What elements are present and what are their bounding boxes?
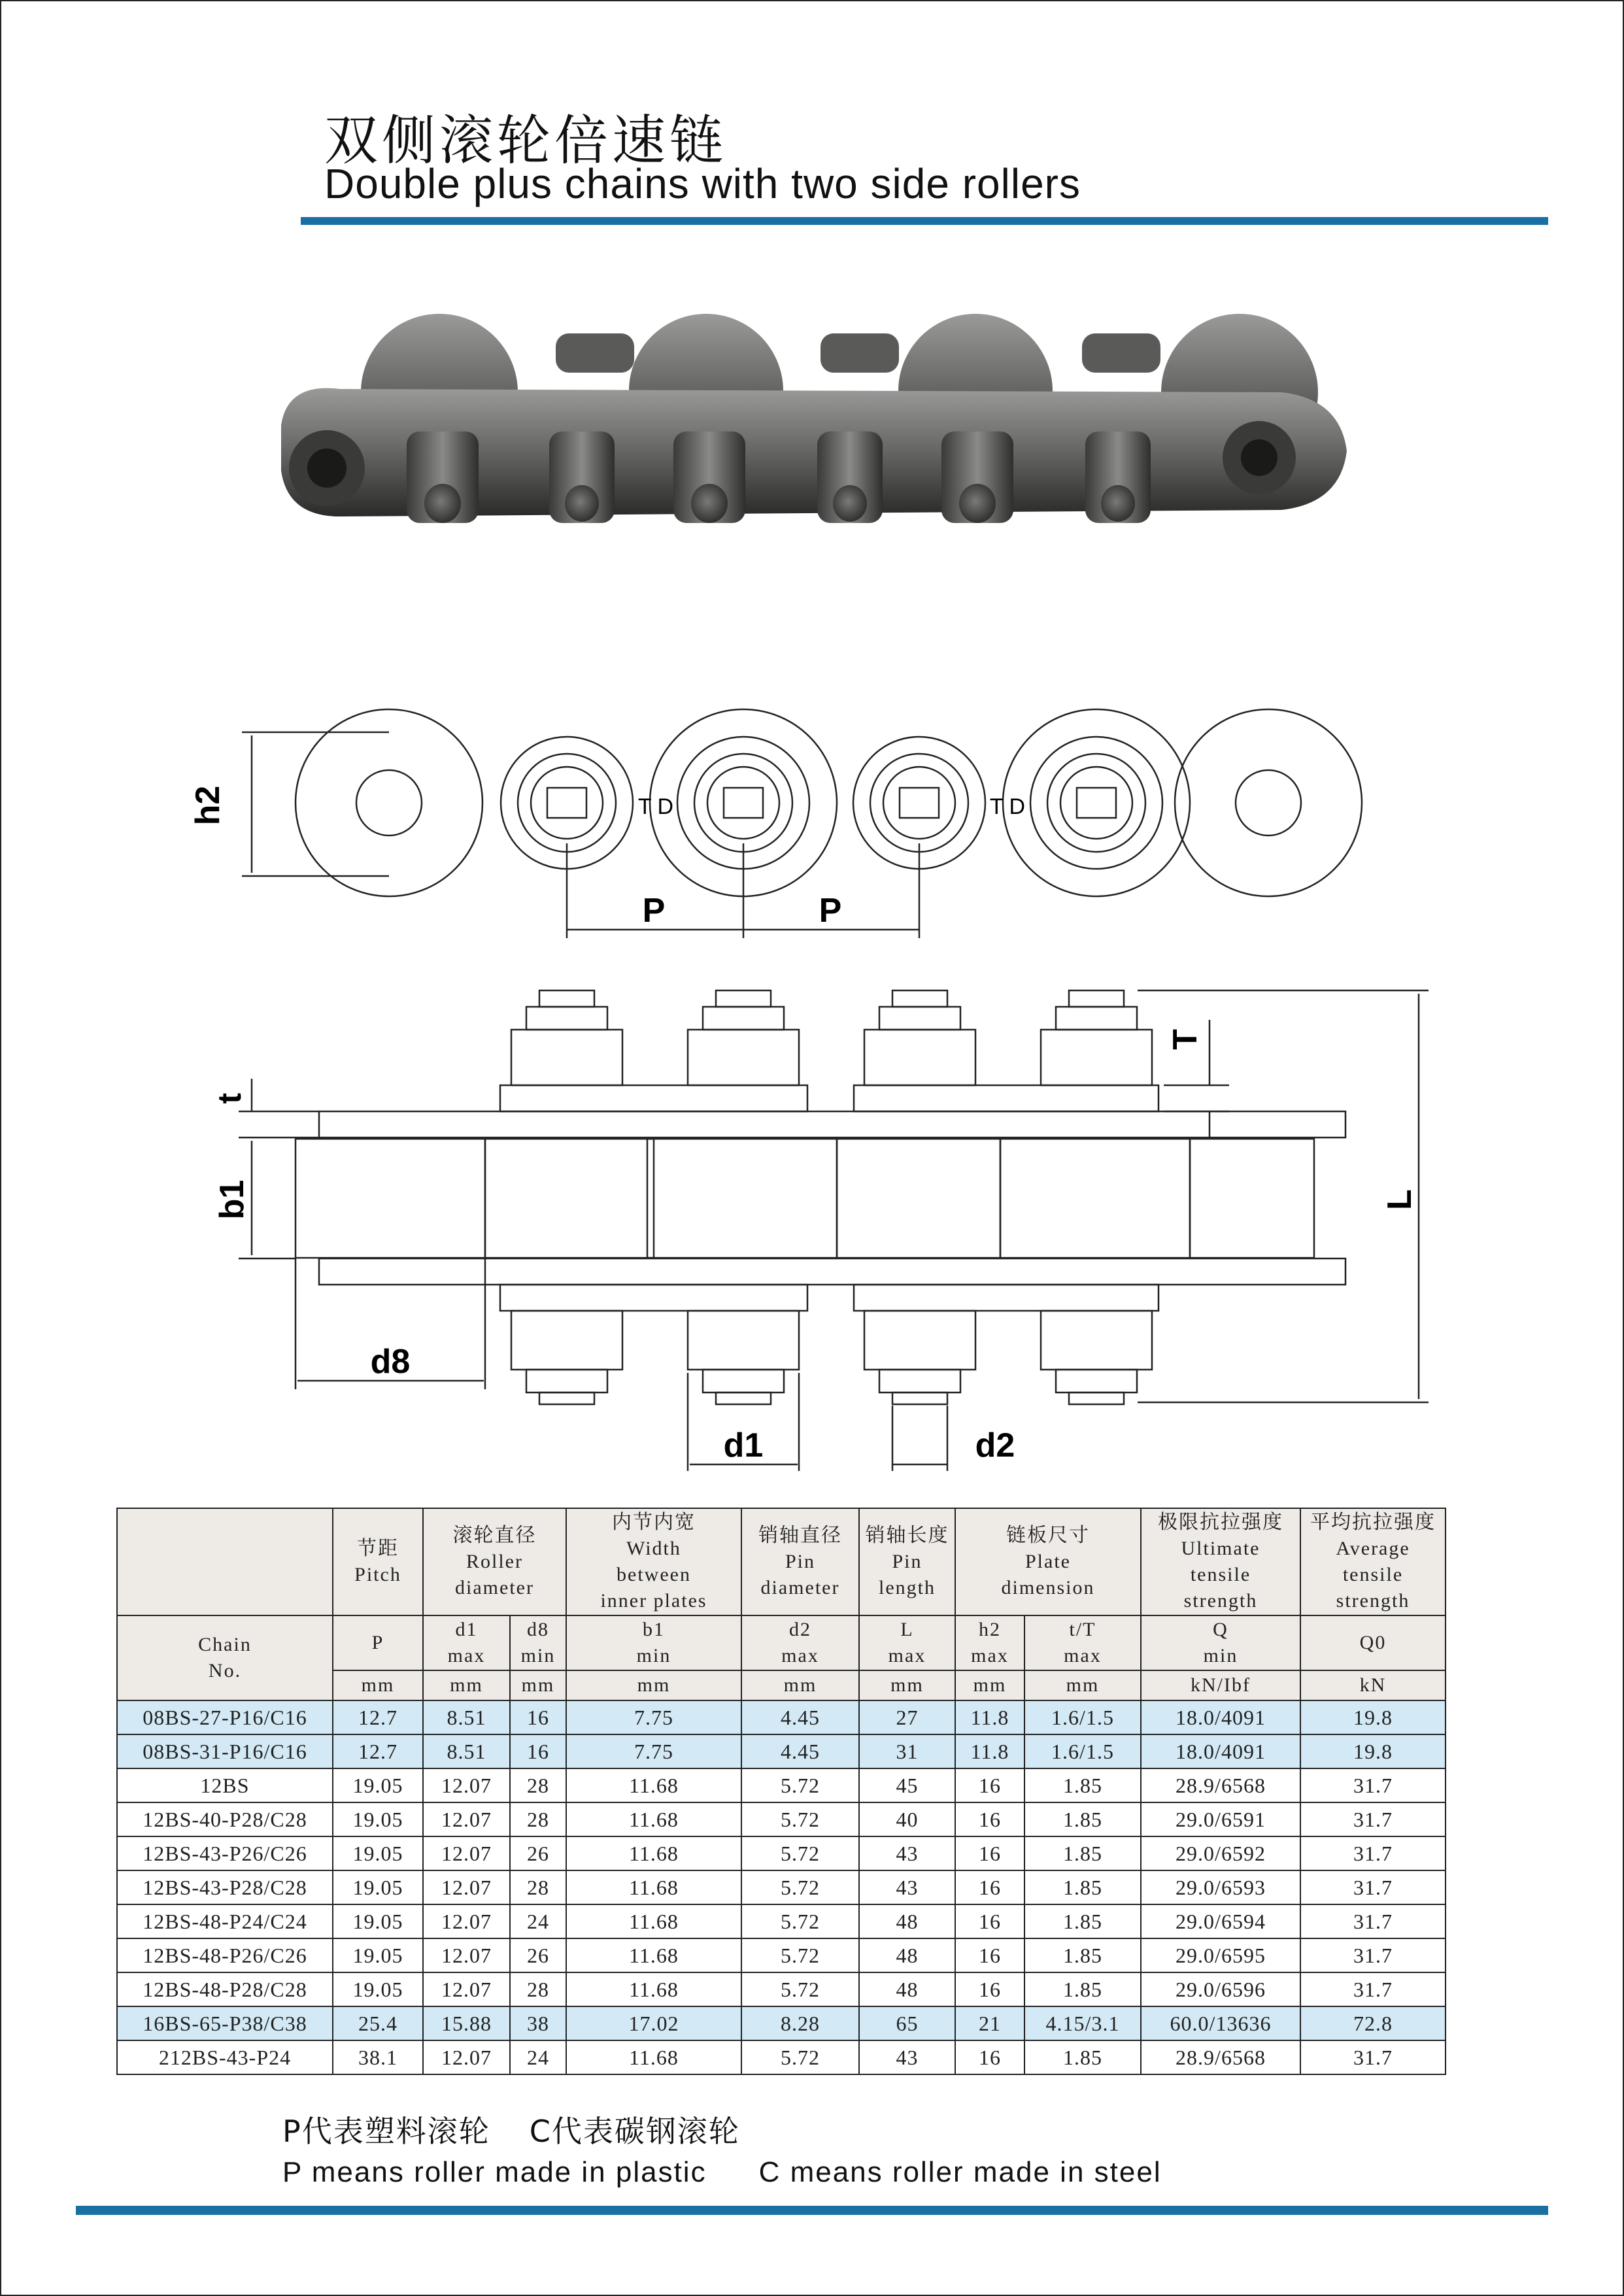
table-cell: 24 — [510, 1904, 566, 1938]
label-td-2: T D — [989, 794, 1026, 819]
table-cell: 27 — [859, 1700, 955, 1734]
table-cell: 8.51 — [423, 1700, 510, 1734]
label-d8: d8 — [370, 1343, 411, 1381]
table-cell: 40 — [859, 1802, 955, 1836]
label-d1: d1 — [723, 1427, 764, 1464]
unit-cell: kN/Ibf — [1141, 1670, 1300, 1700]
header-chain-no: Chain No. — [117, 1615, 333, 1700]
table-cell: 1.6/1.5 — [1024, 1700, 1141, 1734]
table-cell: 1.85 — [1024, 1768, 1141, 1802]
top-view-drawing — [239, 990, 1429, 1471]
header-pitch: 节距 Pitch — [333, 1508, 423, 1615]
header-blank — [117, 1508, 333, 1615]
table-cell: 28.9/6568 — [1141, 1768, 1300, 1802]
table-cell: 1.85 — [1024, 2040, 1141, 2074]
title-english: Double plus chains with two side rollers — [324, 160, 1081, 207]
table-cell: 19.05 — [333, 1768, 423, 1802]
note-chinese — [282, 2108, 740, 2151]
table-cell: 65 — [859, 2006, 955, 2040]
table-cell: 8.28 — [741, 2006, 859, 2040]
unit-cell: mm — [859, 1670, 955, 1700]
table-cell: 48 — [859, 1972, 955, 2006]
label-td-1: T D — [637, 794, 674, 819]
table-cell: 16 — [955, 1938, 1024, 1972]
unit-cell: mm — [510, 1670, 566, 1700]
table-cell: 38.1 — [333, 2040, 423, 2074]
unit-cell: mm — [741, 1670, 859, 1700]
label-pitch-2: P — [819, 892, 842, 930]
table-cell: 1.85 — [1024, 1870, 1141, 1904]
table-cell: 11.68 — [566, 1802, 741, 1836]
symbol-cell: h2 max — [955, 1615, 1024, 1670]
table-cell: 29.0/6593 — [1141, 1870, 1300, 1904]
table-cell: 26 — [510, 1938, 566, 1972]
label-b1: b1 — [213, 1179, 251, 1220]
table-cell: 1.85 — [1024, 1938, 1141, 1972]
table-cell: 43 — [859, 1836, 955, 1870]
table-cell: 31.7 — [1300, 1836, 1446, 1870]
symbol-cell: L max — [859, 1615, 955, 1670]
table-row — [117, 1938, 1446, 1972]
table-cell: 5.72 — [741, 1836, 859, 1870]
label-d2: d2 — [975, 1427, 1015, 1464]
table-cell: 19.05 — [333, 1904, 423, 1938]
table-cell: 16 — [955, 1768, 1024, 1802]
spec-table-body — [117, 1700, 1446, 2074]
unit-cell: mm — [333, 1670, 423, 1700]
table-cell: 11.8 — [955, 1734, 1024, 1768]
header-width: 内节内宽 Width between inner plates — [566, 1508, 741, 1615]
chain-no-cell: 12BS-43-P26/C26 — [117, 1836, 333, 1870]
table-cell: 18.0/4091 — [1141, 1700, 1300, 1734]
chain-no-cell: 16BS-65-P38/C38 — [117, 2006, 333, 2040]
table-cell: 28.9/6568 — [1141, 2040, 1300, 2074]
note-en-plastic: P means roller made in plastic — [282, 2156, 707, 2188]
unit-cell: mm — [566, 1670, 741, 1700]
table-cell: 5.72 — [741, 1802, 859, 1836]
table-cell: 26 — [510, 1836, 566, 1870]
table-cell: 16 — [955, 1904, 1024, 1938]
table-cell: 19.05 — [333, 1938, 423, 1972]
table-cell: 31 — [859, 1734, 955, 1768]
table-cell: 7.75 — [566, 1700, 741, 1734]
symbol-cell: t/T max — [1024, 1615, 1141, 1670]
table-cell: 12.07 — [423, 1904, 510, 1938]
table-cell: 16 — [955, 1870, 1024, 1904]
table-cell: 19.05 — [333, 1870, 423, 1904]
table-cell: 11.68 — [566, 1870, 741, 1904]
table-cell: 29.0/6596 — [1141, 1972, 1300, 2006]
table-cell: 60.0/13636 — [1141, 2006, 1300, 2040]
table-row — [117, 1836, 1446, 1870]
table-cell: 28 — [510, 1870, 566, 1904]
table-cell: 4.45 — [741, 1734, 859, 1768]
table-row — [117, 2040, 1446, 2074]
table-cell: 19.05 — [333, 1802, 423, 1836]
table-cell: 12.07 — [423, 1768, 510, 1802]
table-cell: 28 — [510, 1972, 566, 2006]
symbol-cell: b1 min — [566, 1615, 741, 1670]
table-cell: 31.7 — [1300, 1802, 1446, 1836]
table-cell: 19.8 — [1300, 1700, 1446, 1734]
table-cell: 25.4 — [333, 2006, 423, 2040]
table-cell: 8.51 — [423, 1734, 510, 1768]
spec-table — [116, 1508, 1446, 2075]
table-cell: 31.7 — [1300, 2040, 1446, 2074]
table-cell: 12.07 — [423, 1938, 510, 1972]
table-cell: 1.85 — [1024, 1836, 1141, 1870]
table-cell: 29.0/6592 — [1141, 1836, 1300, 1870]
table-cell: 16 — [955, 1802, 1024, 1836]
label-T: T — [1166, 1029, 1204, 1050]
table-cell: 31.7 — [1300, 1904, 1446, 1938]
table-cell: 28 — [510, 1768, 566, 1802]
table-cell: 16 — [955, 1836, 1024, 1870]
table-cell: 12.07 — [423, 2040, 510, 2074]
table-cell: 1.85 — [1024, 1904, 1141, 1938]
table-cell: 5.72 — [741, 1768, 859, 1802]
table-row — [117, 1972, 1446, 2006]
header-pin-diameter: 销轴直径 Pin diameter — [741, 1508, 859, 1615]
table-cell: 29.0/6594 — [1141, 1904, 1300, 1938]
table-cell: 16 — [510, 1734, 566, 1768]
label-pitch-1: P — [642, 892, 666, 930]
header-plate: 链板尺寸 Plate dimension — [955, 1508, 1141, 1615]
table-cell: 31.7 — [1300, 1938, 1446, 1972]
table-cell: 31.7 — [1300, 1870, 1446, 1904]
table-cell: 12.07 — [423, 1972, 510, 2006]
table-row — [117, 1870, 1446, 1904]
table-cell: 43 — [859, 2040, 955, 2074]
table-cell: 5.72 — [741, 1904, 859, 1938]
unit-cell: mm — [955, 1670, 1024, 1700]
symbol-cell: d2 max — [741, 1615, 859, 1670]
header-average: 平均抗拉强度 Average tensile strength — [1300, 1508, 1446, 1615]
table-cell: 4.45 — [741, 1700, 859, 1734]
table-cell: 11.68 — [566, 1768, 741, 1802]
table-cell: 1.85 — [1024, 1972, 1141, 2006]
table-cell: 21 — [955, 2006, 1024, 2040]
table-cell: 31.7 — [1300, 1768, 1446, 1802]
table-cell: 11.68 — [566, 1938, 741, 1972]
table-cell: 38 — [510, 2006, 566, 2040]
table-row — [117, 2006, 1446, 2040]
table-cell: 72.8 — [1300, 2006, 1446, 2040]
chain-no-cell: 212BS-43-P24 — [117, 2040, 333, 2074]
table-cell: 11.68 — [566, 1836, 741, 1870]
table-cell: 28 — [510, 1802, 566, 1836]
note-en-steel: C means roller made in steel — [758, 2156, 1162, 2188]
table-cell: 29.0/6591 — [1141, 1802, 1300, 1836]
table-cell: 19.05 — [333, 1972, 423, 2006]
table-cell: 31.7 — [1300, 1972, 1446, 2006]
table-cell: 5.72 — [741, 1870, 859, 1904]
header-roller: 滚轮直径 Roller diameter — [423, 1508, 566, 1615]
label-t: t — [211, 1092, 248, 1104]
table-cell: 7.75 — [566, 1734, 741, 1768]
table-cell: 16 — [955, 1972, 1024, 2006]
table-cell: 11.68 — [566, 2040, 741, 2074]
table-cell: 5.72 — [741, 2040, 859, 2074]
symbol-cell: d8 min — [510, 1615, 566, 1670]
label-L: L — [1381, 1189, 1419, 1210]
note-cn-steel: C代表碳钢滚轮 — [529, 2114, 740, 2149]
table-cell: 12.07 — [423, 1836, 510, 1870]
table-cell: 19.8 — [1300, 1734, 1446, 1768]
symbol-cell: d1 max — [423, 1615, 510, 1670]
table-cell: 11.68 — [566, 1904, 741, 1938]
chain-no-cell: 12BS-43-P28/C28 — [117, 1870, 333, 1904]
table-cell: 5.72 — [741, 1938, 859, 1972]
note-cn-plastic: P代表塑料滚轮 — [282, 2114, 490, 2149]
table-cell: 48 — [859, 1938, 955, 1972]
side-view-drawing — [242, 709, 1362, 938]
chain-no-cell: 08BS-27-P16/C16 — [117, 1700, 333, 1734]
table-cell: 18.0/4091 — [1141, 1734, 1300, 1768]
table-row — [117, 1700, 1446, 1734]
table-cell: 12.7 — [333, 1700, 423, 1734]
unit-cell: kN — [1300, 1670, 1446, 1700]
table-cell: 19.05 — [333, 1836, 423, 1870]
table-cell: 48 — [859, 1904, 955, 1938]
table-cell: 12.7 — [333, 1734, 423, 1768]
symbol-cell: P — [333, 1615, 423, 1670]
table-row — [117, 1904, 1446, 1938]
table-row — [117, 1802, 1446, 1836]
table-cell: 16 — [510, 1700, 566, 1734]
symbol-cell: Q min — [1141, 1615, 1300, 1670]
table-cell: 45 — [859, 1768, 955, 1802]
table-cell: 29.0/6595 — [1141, 1938, 1300, 1972]
unit-cell: mm — [423, 1670, 510, 1700]
chain-no-cell: 12BS — [117, 1768, 333, 1802]
table-row — [117, 1768, 1446, 1802]
label-h2: h2 — [189, 785, 227, 826]
table-cell: 24 — [510, 2040, 566, 2074]
header-ultimate: 极限抗拉强度 Ultimate tensile strength — [1141, 1508, 1300, 1615]
note-english — [282, 2156, 1162, 2189]
title-chinese: 双侧滚轮倍速链 — [324, 110, 728, 172]
table-cell: 12.07 — [423, 1802, 510, 1836]
table-cell: 5.72 — [741, 1972, 859, 2006]
header-pin-length: 销轴长度 Pin length — [859, 1508, 955, 1615]
chain-no-cell: 12BS-48-P28/C28 — [117, 1972, 333, 2006]
table-cell: 11.68 — [566, 1972, 741, 2006]
table-cell: 17.02 — [566, 2006, 741, 2040]
table-cell: 4.15/3.1 — [1024, 2006, 1141, 2040]
table-cell: 43 — [859, 1870, 955, 1904]
table-cell: 1.85 — [1024, 1802, 1141, 1836]
chain-no-cell: 12BS-40-P28/C28 — [117, 1802, 333, 1836]
unit-cell: mm — [1024, 1670, 1141, 1700]
chain-no-cell: 12BS-48-P24/C24 — [117, 1904, 333, 1938]
table-cell: 16 — [955, 2040, 1024, 2074]
symbol-cell: Q0 — [1300, 1615, 1446, 1670]
chain-no-cell: 12BS-48-P26/C26 — [117, 1938, 333, 1972]
table-row — [117, 1734, 1446, 1768]
chain-photo — [281, 314, 1347, 523]
table-cell: 11.8 — [955, 1700, 1024, 1734]
table-cell: 15.88 — [423, 2006, 510, 2040]
table-cell: 12.07 — [423, 1870, 510, 1904]
table-cell: 1.6/1.5 — [1024, 1734, 1141, 1768]
chain-no-cell: 08BS-31-P16/C16 — [117, 1734, 333, 1768]
footer-bar — [76, 2206, 1548, 2215]
